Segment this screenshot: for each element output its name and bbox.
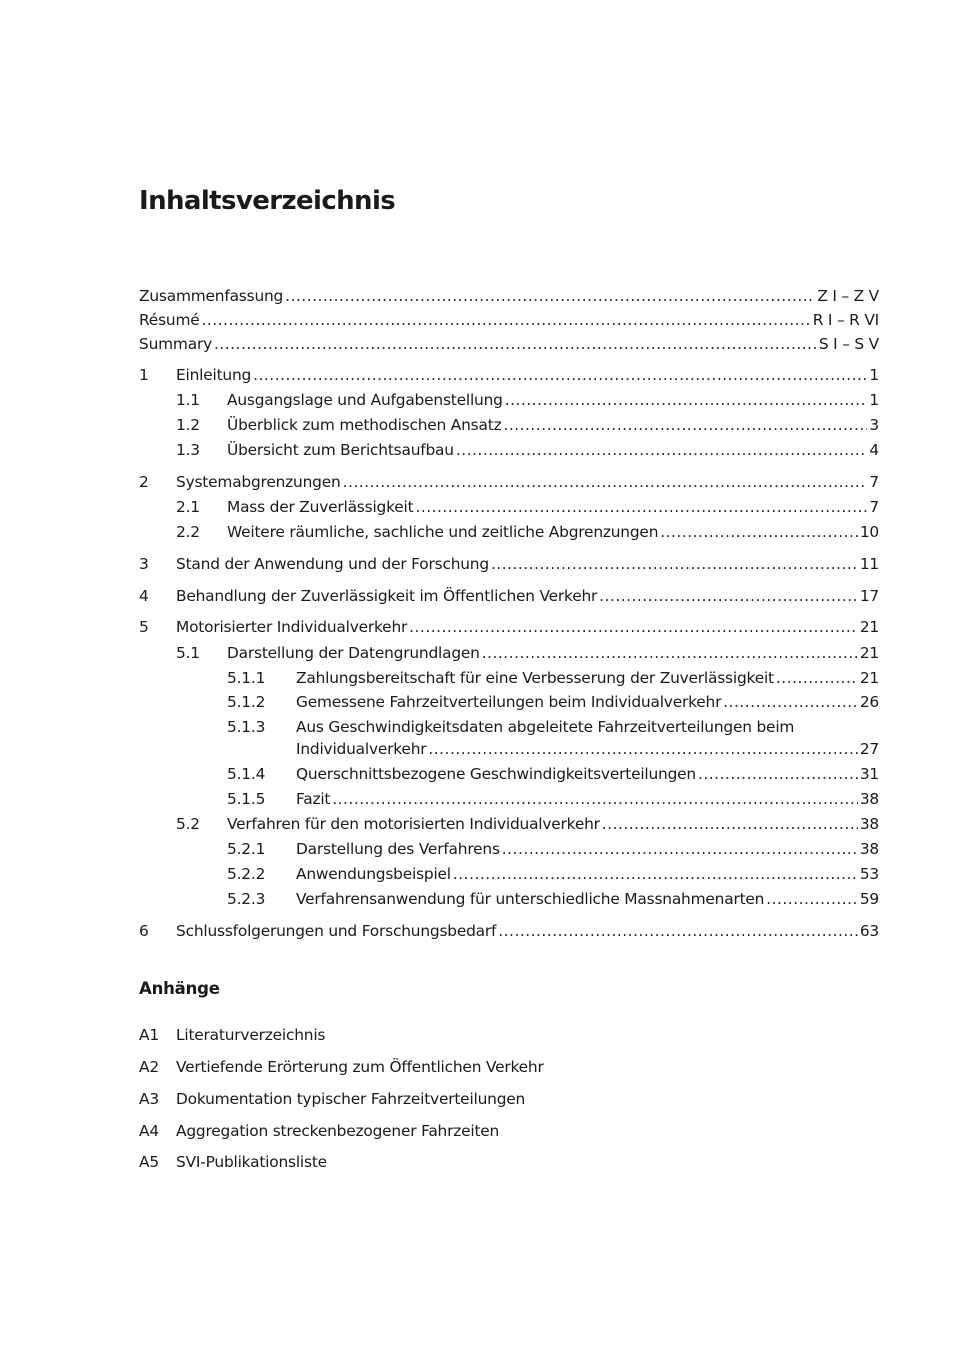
toc-entry-page: 10 xyxy=(859,523,879,541)
toc-entry-title: Zusammenfassung xyxy=(139,287,284,305)
toc-leader-dots xyxy=(723,693,858,711)
appendix-entry-a2[interactable] xyxy=(139,1058,544,1076)
toc-entry-title: Übersicht zum Berichtsaufbau xyxy=(227,441,454,459)
toc-entry-3[interactable] xyxy=(139,555,879,577)
toc-entry-page: 26 xyxy=(859,693,879,711)
toc-entry-number: 1 xyxy=(139,366,149,384)
toc-entry-title: Behandlung der Zuverlässigkeit im Öffentlichen Verkehr xyxy=(176,587,598,605)
toc-entry-page: 38 xyxy=(859,840,879,858)
toc-entry-2[interactable] xyxy=(139,473,879,495)
toc-entry-page: 21 xyxy=(859,644,879,662)
toc-entry-zusammenfassung[interactable] xyxy=(139,287,879,309)
toc-entry-1-1[interactable] xyxy=(139,391,879,413)
toc-entry-5-2-3[interactable] xyxy=(139,890,879,912)
toc-entry-2-1[interactable] xyxy=(139,498,879,520)
toc-entry-title: Systemabgrenzungen xyxy=(176,473,341,491)
toc-entry-number: 5.1.5 xyxy=(227,790,266,808)
toc-entry-5-2-2[interactable] xyxy=(139,865,879,887)
appendix-number: A4 xyxy=(139,1122,159,1140)
toc-leader-dots xyxy=(698,765,858,783)
toc-entry-number: 1.1 xyxy=(176,391,200,409)
appendix-number: A2 xyxy=(139,1058,159,1076)
toc-entry-title: Summary xyxy=(139,335,212,353)
toc-entry-summary[interactable] xyxy=(139,335,879,357)
toc-leader-dots xyxy=(332,790,858,808)
toc-leader-dots xyxy=(776,669,858,687)
toc-leader-dots xyxy=(214,335,817,353)
toc-leader-dots xyxy=(415,498,867,516)
toc-entry-title: Verfahrensanwendung für unterschiedliche Massnahmenarten xyxy=(296,890,765,908)
toc-entry-5-1-3[interactable] xyxy=(139,740,879,762)
toc-entry-2-2[interactable] xyxy=(139,523,879,545)
toc-leader-dots xyxy=(491,555,858,573)
toc-entry-title: Mass der Zuverlässigkeit xyxy=(227,498,414,516)
appendix-title: Dokumentation typischer Fahrzeitverteilungen xyxy=(176,1090,526,1108)
toc-entry-title: Résumé xyxy=(139,311,200,329)
toc-entry-title: Aus Geschwindigkeitsdaten abgeleitete Fahrzeitverteilungen beim xyxy=(296,718,795,736)
toc-entry-page: 31 xyxy=(859,765,879,783)
toc-entry-5-1-5[interactable] xyxy=(139,790,879,812)
toc-leader-dots xyxy=(660,523,858,541)
toc-entry-page: 7 xyxy=(869,498,879,516)
toc-entry-5-1-2[interactable] xyxy=(139,693,879,715)
toc-entry-number: 1.2 xyxy=(176,416,200,434)
toc-leader-dots xyxy=(498,922,858,940)
toc-entry-title: Zahlungsbereitschaft für eine Verbesserung der Zuverlässigkeit xyxy=(296,669,774,687)
toc-entry-title: Fazit xyxy=(296,790,331,808)
toc-entry-number: 2.1 xyxy=(176,498,200,516)
toc-entry-page: R I – R VI xyxy=(812,311,879,329)
toc-leader-dots xyxy=(285,287,815,305)
toc-entry-number: 5.1.3 xyxy=(227,718,266,736)
toc-entry-page: S I – S V xyxy=(818,335,879,353)
toc-entry-5-1-1[interactable] xyxy=(139,669,879,691)
toc-entry-title: Anwendungsbeispiel xyxy=(296,865,451,883)
toc-entry-page: 27 xyxy=(859,740,879,758)
toc-leader-dots xyxy=(456,441,868,459)
appendix-entry-a1[interactable] xyxy=(139,1026,325,1044)
toc-entry-title: Ausgangslage und Aufgabenstellung xyxy=(227,391,503,409)
toc-entry-5-1-4[interactable] xyxy=(139,765,879,787)
toc-entry-page: 63 xyxy=(859,922,879,940)
toc-entry-page: 59 xyxy=(859,890,879,908)
toc-entry-number: 5.2.1 xyxy=(227,840,266,858)
appendix-title: Vertiefende Erörterung zum Öffentlichen Verkehr xyxy=(176,1058,544,1076)
toc-entry-5[interactable] xyxy=(139,618,879,640)
toc-leader-dots xyxy=(202,311,811,329)
toc-entry-number: 6 xyxy=(139,922,149,940)
toc-entry-page: 11 xyxy=(859,555,879,573)
toc-entry-title: Überblick zum methodischen Ansatz xyxy=(227,416,502,434)
toc-entry-page: 17 xyxy=(859,587,879,605)
appendix-number: A3 xyxy=(139,1090,159,1108)
toc-entry-page: 21 xyxy=(859,669,879,687)
toc-entry-number: 5.2.2 xyxy=(227,865,266,883)
toc-entry-number: 5.1.2 xyxy=(227,693,266,711)
toc-entry-page: Z I – Z V xyxy=(817,287,879,305)
toc-entry-page: 38 xyxy=(859,815,879,833)
toc-entry-number: 2.2 xyxy=(176,523,200,541)
toc-leader-dots xyxy=(502,840,858,858)
toc-leader-dots xyxy=(766,890,858,908)
toc-entry-title: Darstellung der Datengrundlagen xyxy=(227,644,480,662)
toc-entry-title: Querschnittsbezogene Geschwindigkeitsverteilungen xyxy=(296,765,696,783)
toc-entry-title: Motorisierter Individualverkehr xyxy=(176,618,408,636)
appendix-entry-a5[interactable] xyxy=(139,1153,327,1171)
toc-entry-number: 5 xyxy=(139,618,149,636)
toc-entry-5-2[interactable] xyxy=(139,815,879,837)
toc-entry-title: Stand der Anwendung und der Forschung xyxy=(176,555,489,573)
toc-entry-resume[interactable] xyxy=(139,311,879,333)
toc-entry-1[interactable] xyxy=(139,366,879,388)
toc-entry-number: 1.3 xyxy=(176,441,200,459)
toc-entry-6[interactable] xyxy=(139,922,879,944)
toc-entry-page: 38 xyxy=(859,790,879,808)
appendix-title: Literaturverzeichnis xyxy=(176,1026,326,1044)
toc-leader-dots xyxy=(343,473,868,491)
toc-leader-dots xyxy=(453,865,858,883)
appendix-title: Aggregation streckenbezogener Fahrzeiten xyxy=(176,1122,500,1140)
toc-entry-title: Weitere räumliche, sachliche und zeitliche Abgrenzungen xyxy=(227,523,659,541)
toc-entry-page: 53 xyxy=(859,865,879,883)
toc-entry-page: 1 xyxy=(869,391,879,409)
toc-entry-number: 5.1.1 xyxy=(227,669,266,687)
toc-entry-title: Schlussfolgerungen und Forschungsbedarf xyxy=(176,922,497,940)
toc-entry-number: 5.2 xyxy=(176,815,200,833)
toc-entry-page: 21 xyxy=(859,618,879,636)
appendix-number: A1 xyxy=(139,1026,159,1044)
appendix-entry-a3[interactable] xyxy=(139,1090,525,1108)
toc-entry-title: Darstellung des Verfahrens xyxy=(296,840,500,858)
toc-leader-dots xyxy=(599,587,858,605)
page-title: Inhaltsverzeichnis xyxy=(139,186,396,216)
toc-leader-dots xyxy=(428,740,857,758)
toc-entry-number: 3 xyxy=(139,555,149,573)
toc-leader-dots xyxy=(602,815,858,833)
appendix-entry-a4[interactable] xyxy=(139,1122,499,1140)
toc-entry-1-3[interactable] xyxy=(139,441,879,463)
toc-entry-page: 7 xyxy=(869,473,879,491)
toc-entry-number: 5.1 xyxy=(176,644,200,662)
toc-entry-number: 2 xyxy=(139,473,149,491)
toc-entry-number: 4 xyxy=(139,587,149,605)
toc-entry-page: 1 xyxy=(869,366,879,384)
toc-entry-number: 5.2.3 xyxy=(227,890,266,908)
toc-entry-title: Verfahren für den motorisierten Individualverkehr xyxy=(227,815,600,833)
toc-leader-dots xyxy=(503,416,867,434)
toc-entry-5-2-1[interactable] xyxy=(139,840,879,862)
toc-entry-title: Gemessene Fahrzeitverteilungen beim Individualverkehr xyxy=(296,693,722,711)
toc-entry-4[interactable] xyxy=(139,587,879,609)
toc-leader-dots xyxy=(482,644,858,662)
toc-leader-dots xyxy=(409,618,858,636)
toc-leader-dots xyxy=(505,391,868,409)
toc-leader-dots xyxy=(253,366,867,384)
toc-entry-title: Einleitung xyxy=(176,366,252,384)
toc-entry-title-continued: Individualverkehr xyxy=(296,740,427,758)
toc-entry-page: 4 xyxy=(869,441,879,459)
appendix-title: SVI-Publikationsliste xyxy=(176,1153,327,1171)
toc-entry-1-2[interactable] xyxy=(139,416,879,438)
toc-entry-number: 5.1.4 xyxy=(227,765,266,783)
toc-entry-5-1[interactable] xyxy=(139,644,879,666)
appendix-number: A5 xyxy=(139,1153,159,1171)
appendix-heading: Anhänge xyxy=(139,979,220,998)
toc-entry-page: 3 xyxy=(869,416,879,434)
